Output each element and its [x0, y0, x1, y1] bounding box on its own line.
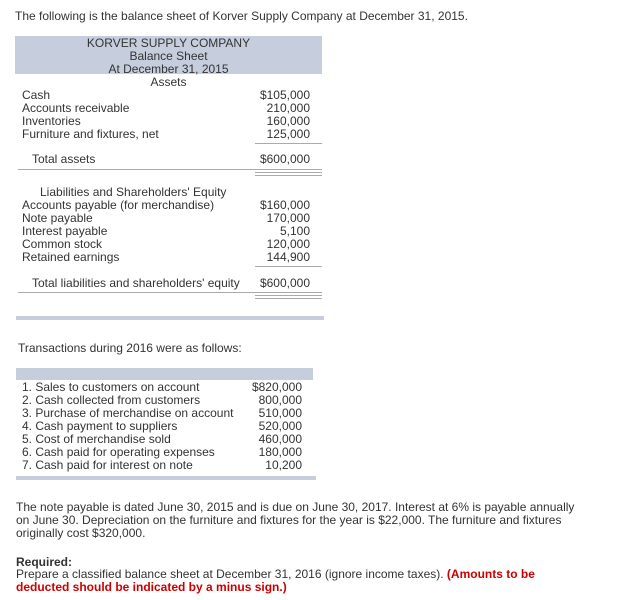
required-emphasis: (Amounts to be deducted should be indicated by a minus sign.): [16, 567, 535, 594]
transaction-label: 3. Purchase of merchandise on account: [22, 406, 234, 420]
transactions-header-bar: [16, 368, 313, 380]
transaction-value: 800,000: [258, 393, 302, 407]
liability-value: 120,000: [266, 237, 310, 251]
liability-label: Accounts payable (for merchandise): [22, 198, 215, 212]
liability-label: Note payable: [22, 211, 93, 225]
liability-value: 144,900: [266, 250, 310, 264]
transaction-value: 520,000: [258, 419, 302, 433]
liability-label: Common stock: [22, 237, 103, 251]
transaction-label: 5. Cost of merchandise sold: [22, 432, 171, 446]
company-name: KORVER SUPPLY COMPANY: [86, 36, 251, 50]
subtotal-rule: [255, 266, 322, 267]
liability-value: $160,000: [259, 198, 310, 212]
total-rule: [18, 292, 322, 293]
total-rule: [18, 169, 322, 170]
required-instruction: Prepare a classified balance sheet at December 31, 2016 (ignore income taxes).: [16, 567, 444, 581]
liability-value: 5,100: [279, 224, 310, 238]
note-paragraph: The note payable is dated June 30, 2015 and is due on June 30, 2017. Interest at 6% is payable annually on June 30. Depreciation on the furniture and fixtures for the year is $22,000. The furniture and fixtures originally cost $320,000.: [16, 500, 575, 540]
statement-date: At December 31, 2015: [108, 62, 229, 76]
transaction-value: 510,000: [258, 406, 302, 420]
statement-title: Balance Sheet: [129, 49, 208, 63]
double-rule: [255, 298, 322, 299]
asset-value: 125,000: [266, 127, 310, 141]
asset-value: 160,000: [266, 114, 310, 128]
transaction-label: 7. Cash paid for interest on note: [22, 458, 193, 472]
total-liabilities-value: $600,000: [259, 276, 310, 290]
assets-heading: Assets: [150, 75, 187, 89]
asset-label: Furniture and fixtures, net: [22, 127, 159, 141]
transaction-value: $820,000: [251, 380, 302, 394]
subtotal-rule: [255, 143, 322, 144]
transaction-label: 4. Cash payment to suppliers: [22, 419, 178, 433]
section-divider: [16, 476, 316, 480]
transaction-value: 180,000: [258, 445, 302, 459]
transaction-value: 10,200: [265, 458, 302, 472]
asset-value: 210,000: [266, 101, 310, 115]
transactions-intro: Transactions during 2016 were as follows:: [18, 341, 242, 355]
section-divider: [16, 316, 324, 320]
total-assets-value: $600,000: [259, 152, 310, 166]
intro-text: The following is the balance sheet of Korver Supply Company at December 31, 2015.: [15, 9, 468, 23]
transaction-label: 6. Cash paid for operating expenses: [22, 445, 215, 459]
asset-label: Inventories: [22, 114, 81, 128]
total-liabilities-label: Total liabilities and shareholders' equity: [32, 276, 240, 290]
asset-label: Cash: [22, 88, 51, 102]
required-heading: Required:: [16, 555, 73, 569]
double-rule: [255, 175, 322, 176]
transaction-label: 2. Cash collected from customers: [22, 393, 201, 407]
asset-label: Accounts receivable: [22, 101, 130, 115]
liability-label: Interest payable: [22, 224, 108, 238]
liability-label: Retained earnings: [22, 250, 120, 264]
double-rule: [255, 172, 322, 173]
total-assets-label: Total assets: [32, 152, 96, 166]
transaction-label: 1. Sales to customers on account: [22, 380, 200, 394]
transaction-value: 460,000: [258, 432, 302, 446]
balance-sheet-header: [15, 36, 322, 74]
asset-value: $105,000: [259, 88, 310, 102]
required-text: [16, 568, 576, 594]
double-rule: [255, 295, 322, 296]
liability-value: 170,000: [266, 211, 310, 225]
liabilities-heading: Liabilities and Shareholders' Equity: [40, 185, 227, 199]
